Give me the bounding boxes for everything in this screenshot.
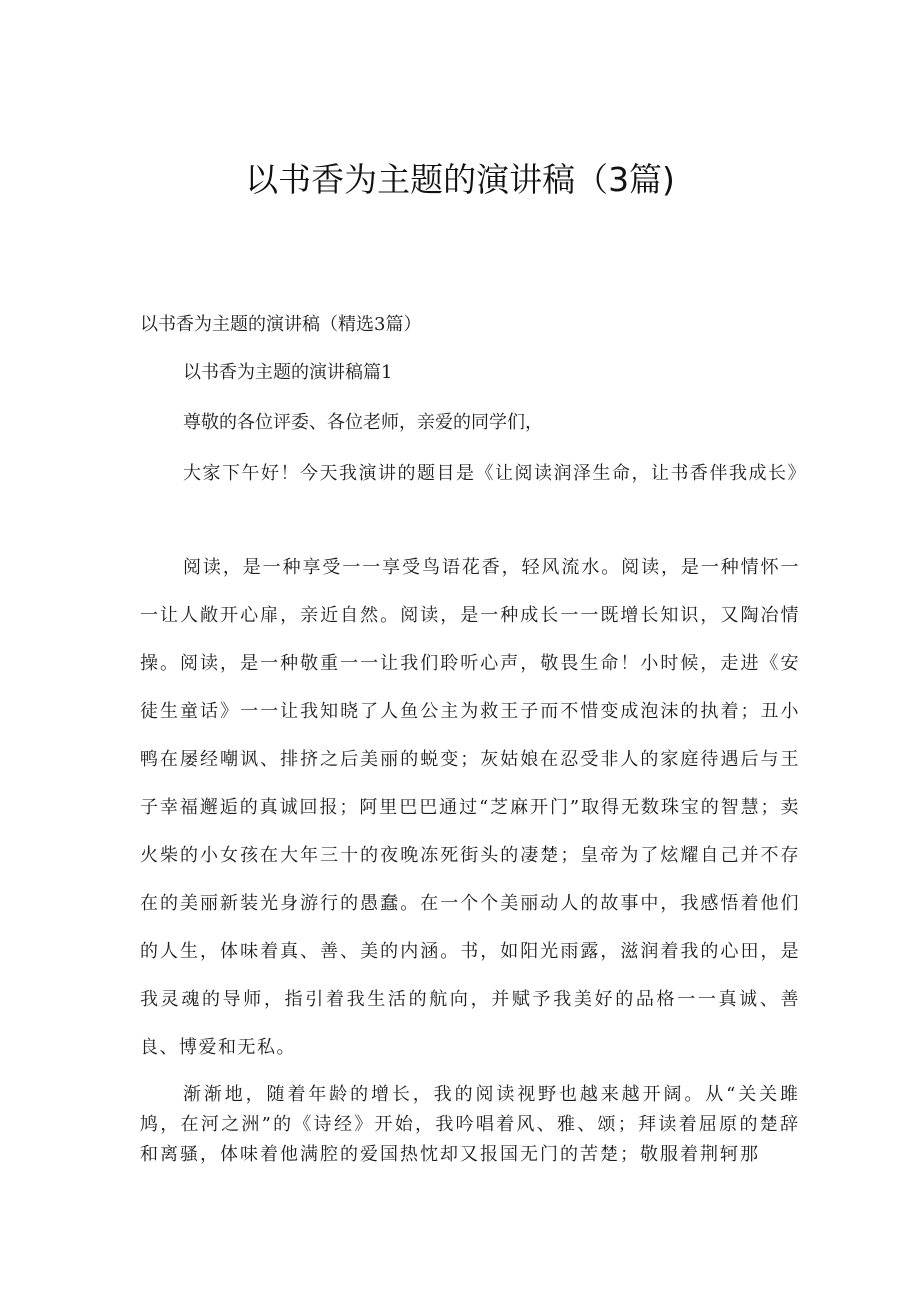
paragraph-intro: 大家下午好！今天我演讲的题目是《让阅读润泽生命，让书香伴我成长》: [183, 463, 807, 484]
paragraph-reading: 阅读，是一种享受一一享受鸟语花香，轻风流水。阅读，是一种情怀一一让人敞开心扉，亲近自然。阅读，是一种成长一一既增长知识，又陶冶情操。阅读，是一种敬重一一让我们聆听心声，敬畏生命！小时候，走进《安徒生童话》一一让我知晓了人鱼公主为救王子而不惜变成泡沫的执着；丑小鸭在屡经嘲讽、排挤之后美丽的蜕变；灰姑娘在忍受非人的家庭待遇后与王子幸福邂逅的真诚回报；阿里巴巴通过“芝麻开门”取得无数珠宝的智慧；卖火柴的小女孩在大年三十的夜晚冻死街头的凄楚；皇帝为了炫耀自己并不存在的美丽新装光身游行的愚蠢。在一个个美丽动人的故事中，我感悟着他们的人生，体味着真、善、美的内涵。书，如阳光雨露，滋润着我的心田，是我灵魂的导师，指引着我生活的航向，并赋予我美好的品格一一真诚、善良、博爱和无私。: [140, 557, 800, 1058]
document-title: 以书香为主题的演讲稿（3篇): [245, 160, 675, 199]
document-subtitle: 以书香为主题的演讲稿（精选3篇）: [140, 314, 422, 335]
section-heading: 以书香为主题的演讲稿篇1: [183, 362, 393, 383]
greeting-line: 尊敬的各位评委、各位老师，亲爱的同学们，: [183, 412, 543, 433]
paragraph-growth: 渐渐地，随着年龄的增长，我的阅读视野也越来越开阔。从“关关雎鸠，在河之洲”的《诗经》开始，我吟唱着风、雅、颂；拜读着屈原的楚辞和离骚，体味着他满腔的爱国热忱却又报国无门的苦楚；敬服着荆轲那: [140, 1084, 800, 1165]
